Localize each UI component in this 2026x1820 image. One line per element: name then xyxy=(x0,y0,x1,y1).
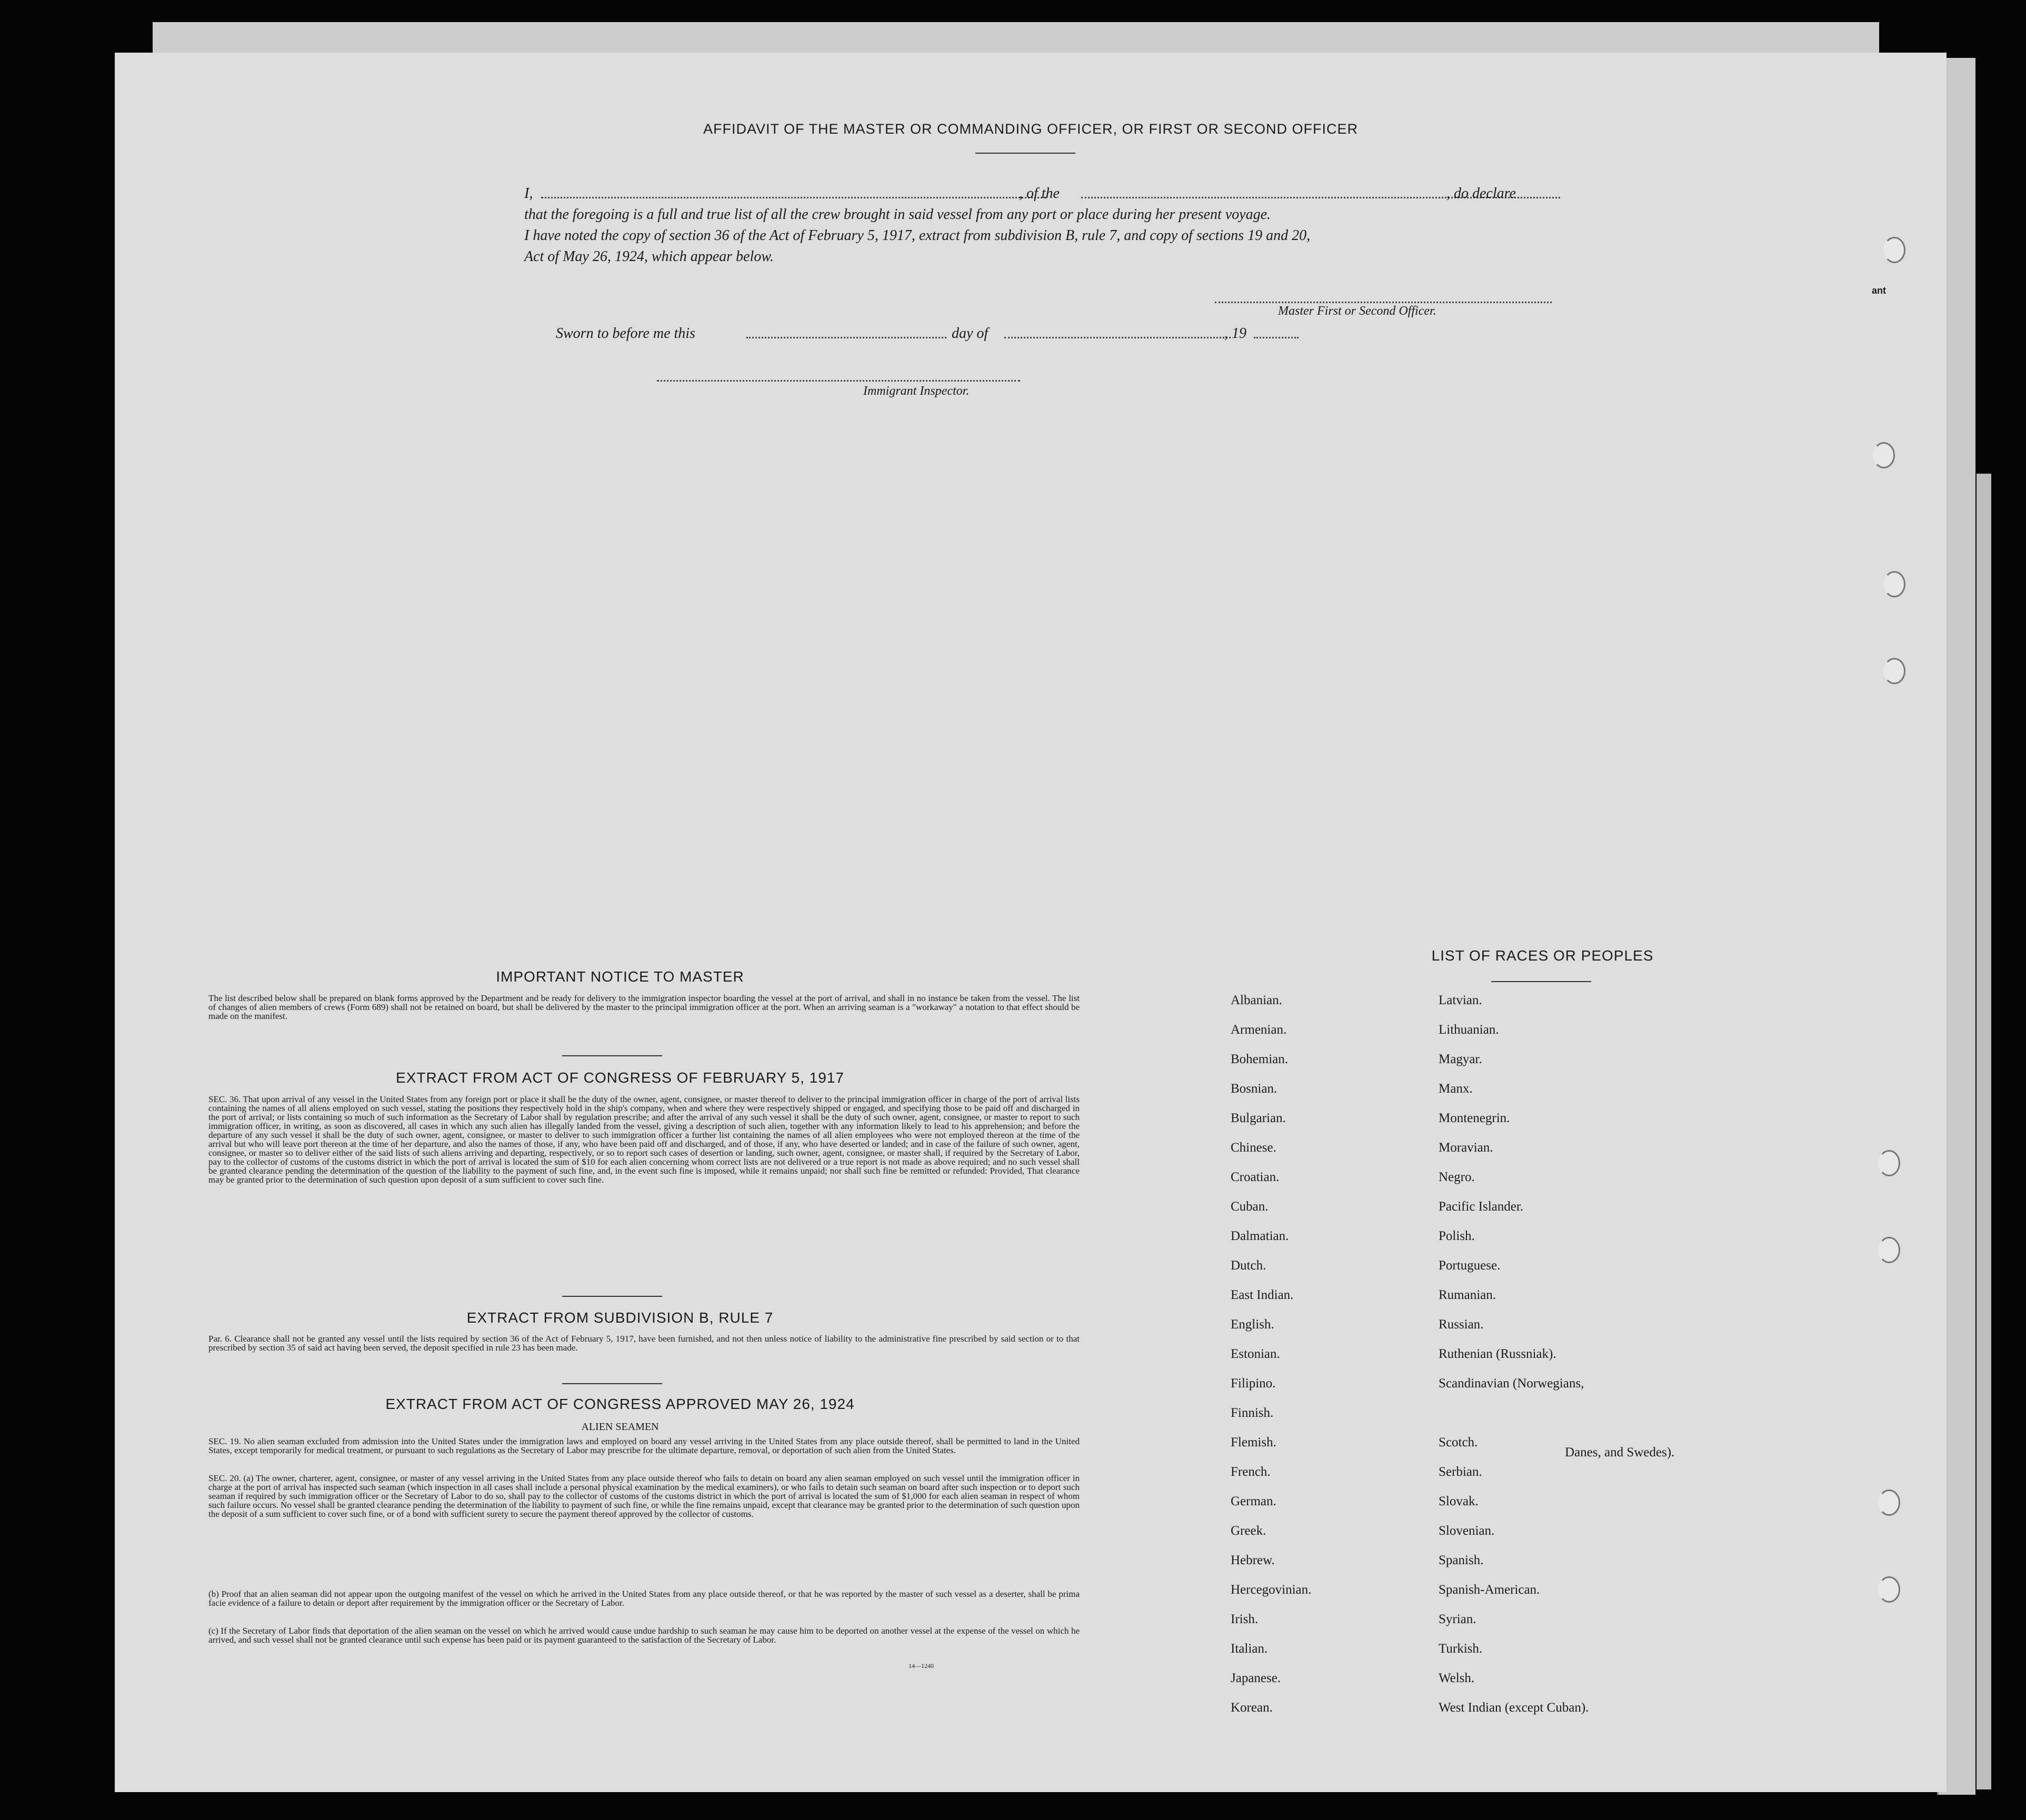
race-item: Armenian. xyxy=(1231,1023,1287,1037)
affidavit-declare: , do declare xyxy=(1446,185,1516,202)
sec-19-body: SEC. 19. No alien seaman excluded from admission into the United States under the immigration laws and employed on board any vessel arriving in the United States from any place outside thereof, shall be permitted to land in the United States, except temporarily for medical treatment, or pursuant to such regulations as the Secretary of Labor may prescribe for the ultimate departure, removal, or deportation of such alien from the United States. xyxy=(208,1436,1080,1455)
sworn-prefix: Sworn to before me this xyxy=(556,325,695,342)
subdivision-body: Par. 6. Clearance shall not be granted any vessel until the lists required by section 36 of the Act of February 5, 1917, have been furnished, and not then unless notice of liability to the administrative fine prescribed by said section or to that prescribed by section 35 of said act having been served, the deposit specified in rule 23 has been made. xyxy=(208,1334,1080,1353)
race-item: Welsh. xyxy=(1439,1671,1475,1685)
race-item: Russian. xyxy=(1439,1317,1484,1332)
race-item: Flemish. xyxy=(1231,1435,1276,1449)
race-item: Slovenian. xyxy=(1439,1524,1495,1538)
affidavit-of-the: , of the xyxy=(1019,185,1060,202)
extract-1924-subtitle: ALIEN SEAMEN xyxy=(581,1421,659,1433)
affidavit-line-2: that the foregoing is a full and true list of all the crew brought in said vessel from any port or place during her present voyage. xyxy=(524,206,1271,223)
race-item: Estonian. xyxy=(1231,1347,1280,1361)
race-item: German. xyxy=(1231,1494,1276,1508)
race-item: Montenegrin. xyxy=(1439,1111,1510,1125)
title-underline xyxy=(975,153,1075,154)
affidavit-title: AFFIDAVIT OF THE MASTER OR COMMANDING OFFICER, OR FIRST OR SECOND OFFICER xyxy=(703,121,1359,137)
race-item: Irish. xyxy=(1231,1612,1259,1626)
race-item: Pacific Islander. xyxy=(1439,1199,1524,1214)
punch-hole xyxy=(1883,237,1905,263)
master-signature-label: Master First or Second Officer. xyxy=(1278,304,1436,318)
race-item: Hercegovinian. xyxy=(1231,1583,1312,1597)
sec-20a-body: SEC. 20. (a) The owner, charterer, agent, consignee, or master of any vessel arriving in the United States from any place outside thereof who fails to detain on board any alien seaman employed on such vessel until the immigration officer in charge at the port of arrival has inspected such seaman (which inspection in all cases shall include a personal physical examination by the medical examiners), or who fails to detain such seaman on board after such inspection or to deport such seaman if required by such immigration officer or the Secretary of Labor to do so, shall pay to the collector of customs of the customs district in which the port of arrival is located the sum of $1,000 for each alien seaman in respect of whom such failure occurs. No vessel shall be granted clearance pending the determination of the liability to payment of such fine, or while the fine remains unpaid, except that clearance may be granted prior to the determination of such question upon the deposit of a sum sufficient to cover such fine, or of a bond with sufficient surety to secure the payment thereof approved by the collector of customs. xyxy=(208,1473,1080,1519)
race-item: Scandinavian (Norwegians, xyxy=(1439,1376,1584,1391)
race-item: Scotch. xyxy=(1439,1435,1478,1449)
extract-1917-body: SEC. 36. That upon arrival of any vessel in the United States from any foreign port or place it shall be the duty of the owner, agent, consignee, or master thereof to deliver to the principal immigration officer in charge of the port of arrival lists containing the names of all aliens employed on such vessel, stating the positions they respectively hold in the ship's company, when and where they were respectively shipped or engaged, and specifying those to be paid off and discharged in the port of arrival; or lists containing so much of such information as the Secretary of Labor shall by regulation prescribe; and after the arrival of any such vessel it shall be the duty of such owner, agent, consignee, or master to report to such immigration officer, in writing, as soon as discovered, all cases in which any such alien has illegally landed from the vessel, giving a description of such alien, together with any information likely to lead to his apprehension; and before the departure of any such vessel it shall be the duty of such owner, agent, consignee, or master to deliver to such immigration officer a further list containing the names of all alien employees who were not employed thereon at the time of the arrival but who will leave port thereon at the time of her departure, and also the names of those, if any, who have been paid off and discharged, and of those, if any, who have deserted or landed; and in case of the failure of such owner, agent, consignee, or master so to deliver either of the said lists of such aliens arriving and departing, respectively, or so to report such cases of desertion or landing, such owner, agent, consignee, or master shall, if required by the Secretary of Labor, pay to the collector of customs of the customs district in which the port of arrival is located the sum of $10 for each alien concerning whom correct lists are not delivered or a true report is not made as above required; and no such vessel shall be granted clearance pending the determination of the question of the liability to the payment of such fine, and, in the event such fine is imposed, while it remains unpaid; nor shall such fine be remitted or refunded: Provided, That clearance may be granted prior to the determination of such question upon deposit of a sum sufficient to cover such fine. xyxy=(208,1094,1080,1185)
race-item: Syrian. xyxy=(1439,1612,1476,1626)
sec-20b-body: (b) Proof that an alien seaman did not appear upon the outgoing manifest of the vessel on which he arrived in the United States from any place outside thereof, or that he was reported by the master of such vessel as a deserter, shall be prima facie evidence of a failure to detain or deport after requirement by the immigration officer or the Secretary of Labor. xyxy=(208,1589,1080,1608)
punch-hole xyxy=(1873,442,1895,468)
race-item: Bosnian. xyxy=(1231,1082,1278,1096)
notice-body: The list described below shall be prepared on blank forms approved by the Department and be ready for delivery to the immigration inspector boarding the vessel at the port of arrival, and shall in no instance be taken from the vessel. The list of changes of alien members of crews (Form 689) shall not be retained on board, but shall be delivered by the master to the principal immigration officer at the port. When an arriving seaman is a "workaway" a notation to that effect should be made on the manifest. xyxy=(208,993,1080,1021)
subdivision-divider xyxy=(562,1383,662,1384)
notice-title: IMPORTANT NOTICE TO MASTER xyxy=(496,968,744,985)
extract-1924-title: EXTRACT FROM ACT OF CONGRESS APPROVED MAY 26, 1924 xyxy=(385,1396,855,1412)
document-page xyxy=(115,53,1947,1792)
notice-divider xyxy=(562,1055,662,1056)
affidavit-line-4: Act of May 26, 1924, which appear below. xyxy=(524,248,774,265)
race-item: Bulgarian. xyxy=(1231,1111,1286,1125)
punch-hole xyxy=(1878,1237,1900,1263)
race-item: Greek. xyxy=(1231,1524,1266,1538)
subdivision-title: EXTRACT FROM SUBDIVISION B, RULE 7 xyxy=(466,1309,774,1326)
race-item: Serbian. xyxy=(1439,1465,1482,1479)
race-item: Cuban. xyxy=(1231,1199,1269,1214)
extract-1917-divider xyxy=(562,1296,662,1297)
underlying-sheet-right-edge-2 xyxy=(1977,474,1991,1789)
sec-20c-body: (c) If the Secretary of Labor finds that deportation of the alien seaman on the vessel on which he arrived would cause undue hardship to such seaman he may cause him to be deported on another vessel at the expense of the vessel on which he arrived, and such vessel shall not be granted clearance until such expense has been paid or its payment guaranteed to the satisfaction of the Secretary of Labor. xyxy=(208,1626,1080,1645)
extract-1917-title: EXTRACT FROM ACT OF CONGRESS OF FEBRUARY 5, 1917 xyxy=(396,1069,844,1086)
race-item: Moravian. xyxy=(1439,1141,1493,1155)
sworn-year-blank xyxy=(1254,337,1299,338)
inspector-signature-line xyxy=(657,380,1020,382)
punch-hole xyxy=(1878,1150,1900,1176)
race-item: Ruthenian (Russniak). xyxy=(1439,1347,1556,1361)
race-item: English. xyxy=(1231,1317,1274,1332)
race-item: Rumanian. xyxy=(1439,1288,1496,1302)
sworn-year: , 19 xyxy=(1224,325,1246,342)
race-item: Chinese. xyxy=(1231,1141,1276,1155)
affidavit-i: I, xyxy=(524,185,533,202)
punch-hole xyxy=(1883,658,1905,684)
punch-hole xyxy=(1883,571,1905,597)
races-title: LIST OF RACES OR PEOPLES xyxy=(1431,947,1654,964)
race-item: Manx. xyxy=(1439,1082,1473,1096)
sworn-month-blank xyxy=(1004,337,1231,338)
races-title-underline xyxy=(1491,981,1591,982)
sworn-day-of: day of xyxy=(952,325,989,342)
race-item: Bohemian. xyxy=(1231,1052,1289,1066)
race-item: Lithuanian. xyxy=(1439,1023,1499,1037)
race-item: Croatian. xyxy=(1231,1170,1280,1184)
race-item: Japanese. xyxy=(1231,1671,1281,1685)
race-item: Portuguese. xyxy=(1439,1258,1501,1273)
name-blank xyxy=(541,197,1046,198)
race-item: Italian. xyxy=(1231,1642,1268,1656)
master-signature-line xyxy=(1215,302,1552,303)
race-item: West Indian (except Cuban). xyxy=(1439,1701,1589,1715)
race-item: Latvian. xyxy=(1439,993,1482,1007)
margin-fragment: ant xyxy=(1872,285,1886,296)
punch-hole xyxy=(1878,1576,1900,1603)
form-number: 14—1240 xyxy=(909,1662,934,1669)
race-item: Spanish. xyxy=(1439,1553,1484,1567)
race-item: Dalmatian. xyxy=(1231,1229,1289,1243)
race-item: Negro. xyxy=(1439,1170,1475,1184)
race-item: East Indian. xyxy=(1231,1288,1294,1302)
race-item: Turkish. xyxy=(1439,1642,1483,1656)
race-item: Filipino. xyxy=(1231,1376,1276,1391)
race-item: Polish. xyxy=(1439,1229,1475,1243)
race-item: French. xyxy=(1231,1465,1271,1479)
race-item: Albanian. xyxy=(1231,993,1282,1007)
race-item: Dutch. xyxy=(1231,1258,1266,1273)
race-item: Korean. xyxy=(1231,1701,1273,1715)
inspector-label: Immigrant Inspector. xyxy=(863,384,970,398)
punch-hole xyxy=(1878,1489,1900,1516)
race-item: Finnish. xyxy=(1231,1406,1274,1420)
affidavit-line-3: I have noted the copy of section 36 of the Act of February 5, 1917, extract from subdivision B, rule 7, and copy of sections 19 and 20, xyxy=(524,227,1311,244)
race-item: Hebrew. xyxy=(1231,1553,1275,1567)
race-item: Spanish-American. xyxy=(1439,1583,1540,1597)
race-item: Slovak. xyxy=(1439,1494,1479,1508)
sworn-day-blank xyxy=(746,337,946,338)
race-item: Magyar. xyxy=(1439,1052,1482,1066)
race-col2-continuation: Danes, and Swedes). xyxy=(1565,1445,1675,1459)
